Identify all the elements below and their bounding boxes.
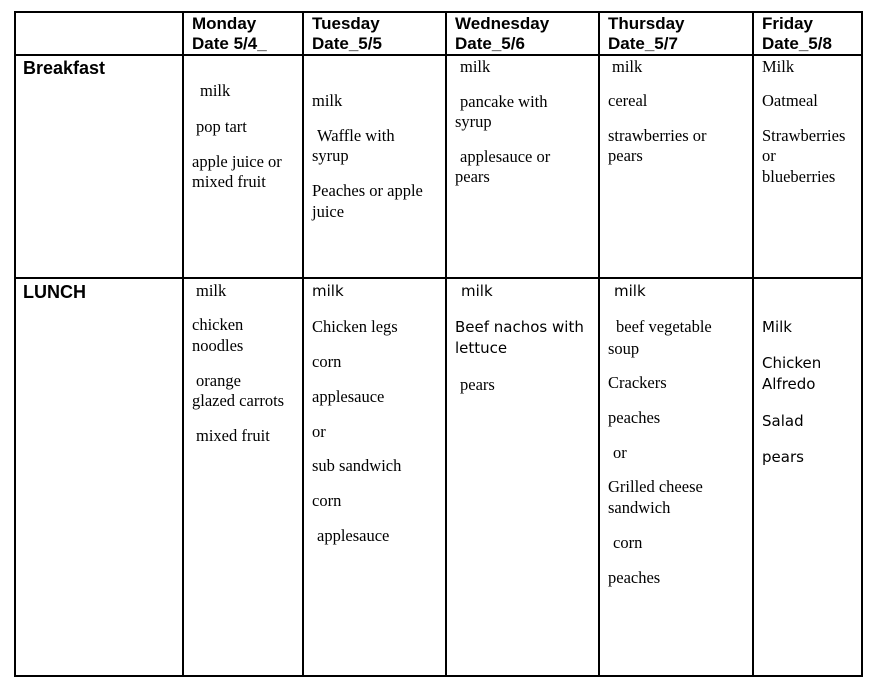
list-item: pears [608,146,643,165]
column-divider [752,11,754,677]
column-divider [182,11,184,677]
header-wednesday [455,14,549,54]
day-date: Date 5/4_ [192,34,267,53]
header-tuesday [312,14,382,54]
list-item: orange [196,371,241,390]
list-item: milk [196,281,227,300]
table-border-left [14,11,16,677]
list-item: or [312,422,326,441]
day-name: Tuesday [312,14,380,33]
list-item: sandwich [608,498,671,517]
list-item: Alfredo [762,375,816,393]
list-item: Beef nachos with [455,318,584,336]
day-date: Date_5/8 [762,34,832,53]
list-item: syrup [312,146,349,165]
day-date: Date_5/6 [455,34,525,53]
list-item: chicken [192,315,244,334]
list-item: mixed fruit [196,426,270,445]
list-item: milk [460,57,491,76]
list-item: corn [312,352,342,371]
list-item: milk [312,91,343,110]
list-item: peaches [608,408,661,427]
list-item: pears [762,448,804,466]
list-item: soup [608,339,640,358]
list-item: beef vegetable [616,317,712,336]
day-name: Friday [762,14,814,33]
list-item: strawberries or [608,126,707,145]
list-item: Milk [762,318,792,336]
day-date: Date_5/7 [608,34,678,53]
day-date: Date_5/5 [312,34,382,53]
header-monday [192,14,267,54]
list-item: milk [461,282,493,300]
list-item: applesauce [317,526,390,545]
list-item: milk [612,57,643,76]
column-divider [598,11,600,677]
list-item: blueberries [762,167,836,186]
list-item: pears [455,167,490,186]
list-item: peaches [608,568,661,587]
list-item: sub sandwich [312,456,402,475]
list-item: glazed carrots [192,391,285,410]
list-item: syrup [455,112,492,131]
list-item: or [613,443,627,462]
list-item: corn [613,533,643,552]
list-item: applesauce or [460,147,551,166]
list-item: applesauce [312,387,385,406]
list-item: Crackers [608,373,667,392]
header-divider [14,54,863,56]
list-item: cereal [608,91,648,110]
list-item: lettuce [455,339,508,357]
column-divider [445,11,447,677]
list-item: Waffle with [317,126,395,145]
list-item: Chicken legs [312,317,398,336]
list-item: Chicken [762,354,822,372]
list-item: apple juice or [192,152,282,171]
list-item: Oatmeal [762,91,818,110]
table-border-bottom [14,675,863,677]
header-friday [762,14,832,54]
row-divider [14,277,863,279]
list-item: corn [312,491,342,510]
day-name: Wednesday [455,14,550,33]
list-item: Milk [762,57,795,76]
table-border-top [14,11,863,13]
list-item: pears [460,375,495,394]
column-divider [302,11,304,677]
list-item: Peaches or apple [312,181,423,200]
list-item: Strawberries [762,126,846,145]
list-item: milk [200,81,231,100]
list-item: mixed fruit [192,172,266,191]
list-item: Salad [762,412,804,430]
list-item: milk [614,282,646,300]
list-item: or [762,146,776,165]
list-item: milk [312,282,344,300]
row-label-breakfast: Breakfast [23,58,106,78]
day-name: Thursday [608,14,685,33]
table-border-right [861,11,863,677]
row-label-lunch: LUNCH [23,282,86,302]
list-item: Grilled cheese [608,477,703,496]
list-item: noodles [192,336,244,355]
list-item: pancake with [460,92,548,111]
list-item: pop tart [196,117,247,136]
list-item: juice [312,202,345,221]
day-name: Monday [192,14,257,33]
header-thursday [608,14,685,54]
